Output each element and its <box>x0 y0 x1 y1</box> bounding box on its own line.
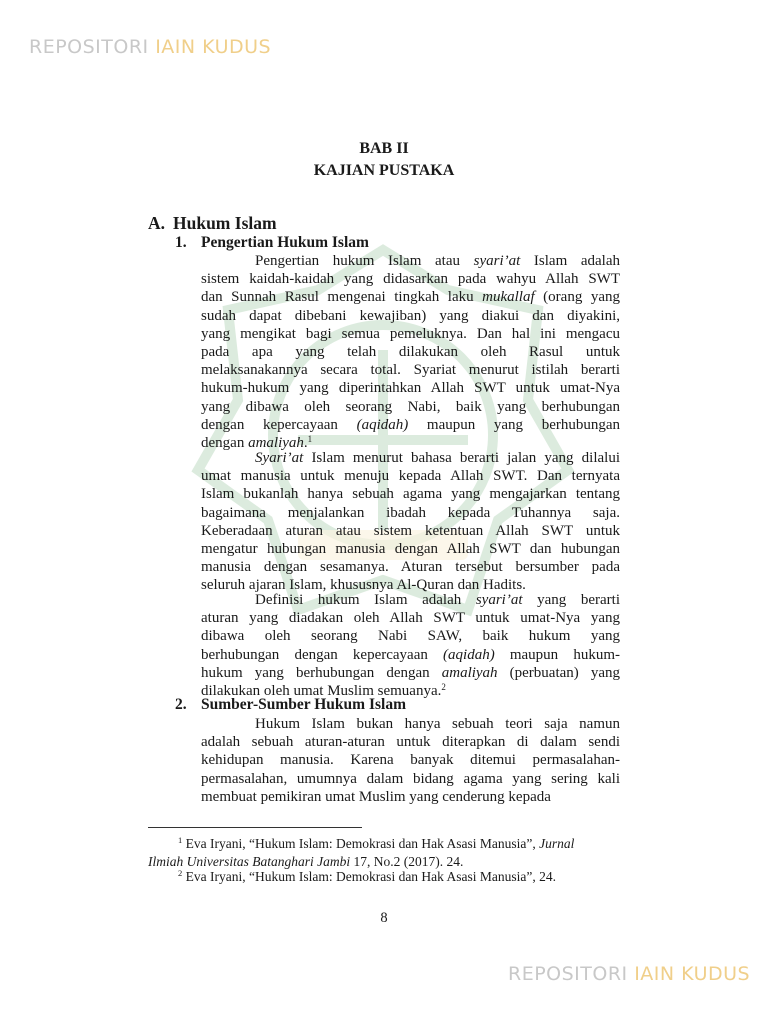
watermark-iain-kudus: IAIN KUDUS <box>155 36 272 58</box>
subsection-1-number: 1. <box>175 234 187 251</box>
p3-line: hukum yang berhubungan dengan amaliyah (perbuatan) yang <box>201 664 620 681</box>
p3-line: berhubungan dengan kepercayaan (aqidah) maupun hukum- <box>201 646 620 663</box>
p1-line: sudah dapat dibebani kewajiban) yang diakui dan diyakini, <box>201 307 620 324</box>
p2-line: manusia dengan sesamanya. Aturan tersebut bersumber pada <box>201 559 620 576</box>
p3-line: aturan yang diadakan oleh Allah SWT untuk umat-Nya yang <box>201 610 620 627</box>
subsection-2-number: 2. <box>175 696 187 713</box>
section-a-heading <box>148 213 277 234</box>
section-a-title: Hukum Islam <box>173 213 277 233</box>
p1-line: yang dibawa oleh seorang Nabi, baik yang berhubungan <box>201 398 620 415</box>
chapter-title: KAJIAN PUSTAKA <box>313 162 455 179</box>
p3-line: dilakukan oleh umat Muslim semuanya.$^2$ <box>201 682 446 699</box>
page-number: 8 <box>380 910 388 926</box>
p4-line: permasalahan, umumnya dalam bidang agama yang sering kali <box>201 770 620 787</box>
chapter-number: BAB II <box>359 140 409 157</box>
p1-line: dengan amaliyah.$^1$ <box>201 434 313 451</box>
p1-line: yang mengikat bagi semua pemeluknya. Dan hal ini mengacu <box>201 325 620 342</box>
p1-line: dengan kepercayaan (aqidah) maupun yang berhubungan <box>201 416 621 433</box>
p1-line: Pengertian hukum Islam atau syari’at Islam adalah <box>255 253 621 269</box>
p2-line: Keberadaan aturan atau sistem ketentuan Allah SWT untuk <box>201 522 620 539</box>
watermark-bottom <box>508 963 750 985</box>
footnote-line: $^1$ Eva Iryani, “Hukum Islam: Demokrasi dan Hak Asasi Manusia”, Jurnal <box>178 835 575 851</box>
p2-line: mengatur hubungan manusia dengan Allah SWT dan hubungan <box>201 541 620 557</box>
p2-line: seluruh ajaran Islam, khususnya Al-Quran dan Hadits. <box>201 577 526 594</box>
p1-line: hukum-hukum yang diperintahkan Allah SWT untuk umat-Nya <box>201 380 620 397</box>
p2-line: bagaimana menjalankan ibadah kepada Tuhannya saja. <box>201 504 620 521</box>
p1-line: pada apa yang telah dilakukan oleh Rasul untuk <box>201 344 620 360</box>
subsection-1-heading <box>175 234 369 252</box>
p2-line: umat manusia untuk menuju kepada Allah SWT. Dan ternyata <box>201 468 620 485</box>
subsection-2-title: Sumber-Sumber Hukum Islam <box>201 696 406 713</box>
watermark-top <box>29 36 271 58</box>
p4-line: adalah sebuah aturan-aturan untuk diterapkan di dalam sendi <box>201 734 620 751</box>
watermark-iain-kudus: IAIN KUDUS <box>634 963 751 985</box>
footnote-line: Ilmiah Universitas Batanghari Jambi 17, No.2 (2017). 24. <box>148 854 464 869</box>
p2-line: Islam bukanlah hanya sebuah agama yang mengajarkan tentang <box>201 486 620 503</box>
p4-line: Hukum Islam bukan hanya sebuah teori saja namun <box>255 716 620 732</box>
watermark-repositori: REPOSITORI <box>508 963 628 985</box>
subsection-1-title: Pengertian Hukum Islam <box>201 234 369 251</box>
p4-line: membuat pemikiran umat Muslim yang cenderung kepada <box>201 788 551 805</box>
p4-line: kehidupan manusia. Karena banyak ditemui permasalahan- <box>201 752 620 769</box>
p1-line: dan Sunnah Rasul mengenai tingkah laku mukallaf (orang yang <box>201 289 621 306</box>
section-a-number: A. <box>148 213 166 233</box>
p3-line: dibawa oleh seorang Nabi SAW, baik hukum yang <box>201 628 620 645</box>
footnote-ref: 2 <box>441 682 446 692</box>
watermark-repositori: REPOSITORI <box>29 36 149 58</box>
footnote-ref: 1 <box>307 434 313 444</box>
footnote-rule <box>148 827 362 828</box>
p1-line: sistem kaidah-kaidah yang didasarkan pada wahyu Allah SWT <box>201 271 620 288</box>
subsection-2-heading <box>175 696 406 714</box>
p2-line: Syari’at Islam menurut bahasa berarti jalan yang dilalui <box>255 450 620 466</box>
p3-line: Definisi hukum Islam adalah syari’at yang berarti <box>255 592 620 608</box>
footnote-line: $^2$ Eva Iryani, “Hukum Islam: Demokrasi dan Hak Asasi Manusia”, 24. <box>178 868 557 884</box>
p1-line: melaksanakannya secara total. Syariat menurut istilah berarti <box>201 362 620 379</box>
